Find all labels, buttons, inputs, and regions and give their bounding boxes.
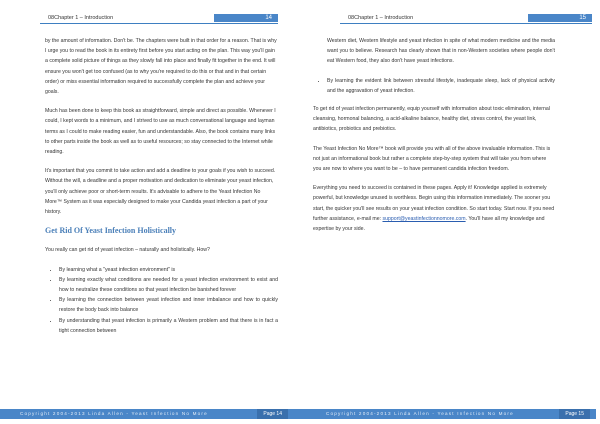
list-item: • By understanding that yeast infection is primarily a Western problem and that there is in fact a tight connection between [59,316,278,336]
paragraph [313,183,555,234]
paragraph: You really can get rid of yeast infection – naturally and holistically. How? [45,247,210,254]
paragraph: by the amount of information. Don't be. The chapters were built in that order for a reason. That is why I urge you to read the book in its entirety first before you start acting on the plan. This way you'll gain a complete solid picture of things as they slowly fall into place and finally fit together in the end. It will ensure you won't get too confused (as to why you're required to do this or that and in that certain order) or miss essential information required to successfully complete the plan and achieve your goals. [45,38,277,96]
paragraph-text: . You'll have all my knowledge and expertise by your side. [313,215,545,233]
list-item: • By learning the connection between yeast infection and inner imbalance and how to quickly restore the body back into balance [59,295,278,315]
list-item: • By learning what a "yeast infection environment" is [59,265,278,275]
section-heading: Get Rid Of Yeast Infection Holistically [45,226,177,236]
page-body [313,36,555,243]
paragraph: Much has been done to keep this book as straightforward, simple and direct as possible. Whenever I could, I kept words to a minimum, and I strived to use as much conversational language and layman terms as I could to make reading easier, fun and understandable. Also, the book contains many links to other parts inside the book as well as to useful resources; so stay connected to the Internet while reading. [45,108,276,156]
paragraph: The Yeast Infection No More™ book will provide you with all of the above invaluable information. This is not just an informational book but rather a complete step-by-step system that will take you from where you are now to where you want to be – to have permanent candida infection freedom. [313,145,551,173]
page-footer [300,409,596,419]
chapter-title: 08Chapter 1 – Introduction [48,15,114,21]
copyright-text: Copyright 2004-2013 Linda Allen - Yeast Infection No More [20,411,208,416]
footer-page-number: Page 14 [257,409,288,419]
right-page [300,0,600,424]
page-footer [0,409,300,419]
copyright-text: Copyright 2004-2013 Linda Allen - Yeast Infection No More [326,411,514,416]
bullet-list [45,265,278,336]
page-header [340,14,592,24]
list-item: • By learning the evident link between stressful lifestyle, inadequate sleep, lack of physical activity and the aggravation of yeast infection. [327,76,555,96]
footer-page-number: Page 15 [559,409,590,419]
bullet-continuation: Western diet, Western lifestyle and yeast infection in spite of what modern medicine and the media want you to believe. Research has clearly shown that in non-Western societies where people don't eat Western food, they also don't have yeast infections. [327,38,555,65]
page-body [45,36,278,344]
header-page-number: 15 [528,14,592,22]
list-item: • By learning exactly what conditions are needed for a yeast infection environment to exist and how to neutralize these conditions so that yeast infection be banished forever [59,275,278,295]
page-header [40,14,278,24]
paragraph-text: Everything you need to succeed is contained in these pages. Apply it! Knowledge applied is extremely powerful, but knowledge unused is worthless. Begin using this information immediately. The sooner you start, the quicker you'll see results on your yeast infection condition. So start today. Start now. If you need further assistance, e-mail me: [313,185,555,222]
paragraph: To get rid of yeast infection permanently, equip yourself with information about toxic elimination, internal cleansing, hormonal balancing, a acid-alkaline balance, healthy diet, stress control, the yeast link, antibiotics, probiotics and prebiotics. [313,106,550,133]
bullet-list [313,76,555,96]
paragraph: It's important that you commit to take action and add a deadline to your goals if you wish to succeed. Without the will, a deadline and a proper motivation and dedication to eliminate your yeast infection, you'll only achieve poor or short-term results. It's advisable to adhere to the Yeast Infection No More™ System as it was especially designed to make your Candida yeast infection a part of your history. [45,168,276,216]
chapter-title: 08Chapter 1 – Introduction [348,15,414,21]
header-page-number: 14 [214,14,278,22]
support-email-link[interactable]: support@yeastinfectionnomore.com [382,215,466,222]
